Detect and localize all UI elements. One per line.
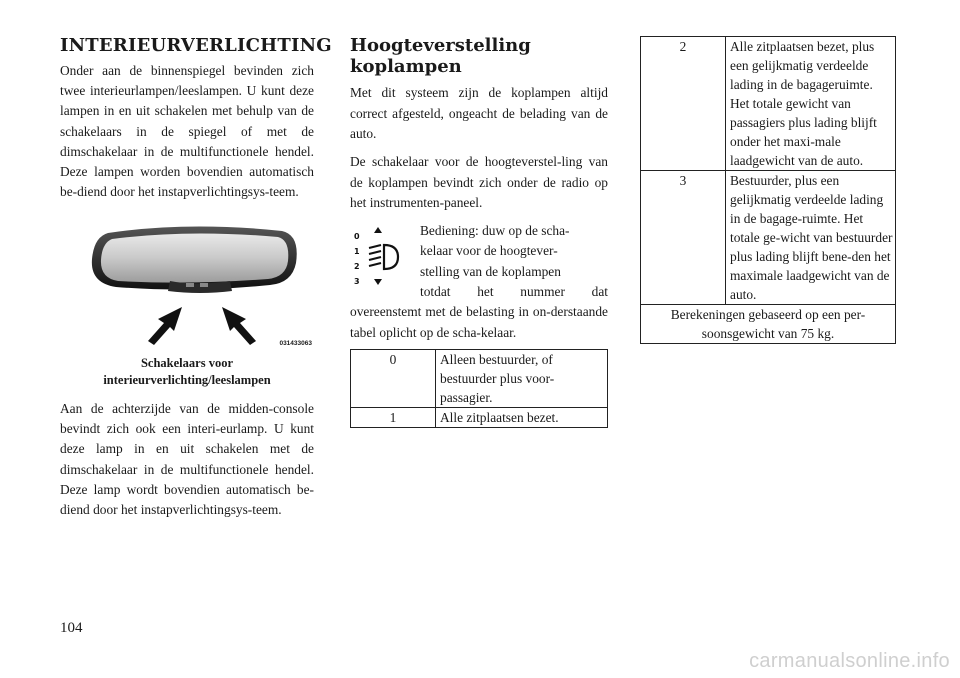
load-table-part2 [640, 36, 896, 344]
paragraph-console-lamp: Aan de achterzijde van de midden-console bevindt zich ook een interi-eurlamp. U kunt deze lamp in en uit schakelen met de dimschakelaar in de multifunctionele hendel. Deze lamp wordt bovendien automatisch be-diend door het instapverlichtingsys-teem. [60, 400, 314, 518]
subsection-heading: Hoogteverstelling koplampen [350, 35, 531, 77]
paragraph-mirror-lamps: Onder aan de binnenspiegel bevinden zich twee interieurlampen/leeslampen. U kunt deze lampen in en uit schakelen met behulp van de schakelaars in de spiegel of met de dimschakelaar in de multifunctionele hendel. Deze lampen worden bovendien automatisch be-diend door het instapverlichtingsys-teem. [60, 62, 314, 200]
right-arrow-icon [222, 307, 256, 345]
icon-digit: 2 [354, 262, 360, 272]
icon-digit: 3 [354, 277, 360, 287]
column-load-table-continued [640, 36, 896, 344]
paragraph-switch-location: De schakelaar voor de hoogteverstel-ling van de koplampen bevindt zich onder de radio op het instrumenten-paneel. [350, 154, 608, 210]
paragraph-system: Met dit systeem zijn de koplampen altijd correct afgesteld, ongeacht de belading van de auto. [350, 85, 608, 141]
column-interior-lighting [60, 35, 332, 529]
table-row: 0 Alleen bestuurder, of bestuurder plus voor-passagier. [351, 349, 608, 407]
watermark: carmanualsonline.info [749, 650, 950, 672]
table-footer-row: Berekeningen gebaseerd op een per-soonsgewicht van 75 kg. [641, 305, 896, 344]
mirror-figure [60, 223, 314, 353]
figure-code: 031433063 [279, 339, 312, 347]
section-heading: INTERIEURVERLICHTING [60, 35, 332, 56]
rearview-mirror-illustration [60, 223, 314, 353]
table-row: 2 Alle zitplaatsen bezet, plus een gelijkmatig verdeelde lading in de bagageruimte. Het totale gewicht van passagiers plus lading blijft onder het maxi-male laadgewicht van de auto. [641, 37, 896, 171]
column-headlamp-leveling [350, 36, 608, 428]
icon-digit: 1 [354, 247, 360, 257]
table-row: 3 Bestuurder, plus een gelijkmatig verdeelde lading in de bagage-ruimte. Het totale ge-wicht van bestuurder plus lading blijft bene-den het maximale laadgewicht van de auto. [641, 171, 896, 305]
left-arrow-icon [148, 307, 182, 345]
load-table-part1 [350, 349, 608, 428]
table-row: 1 Alle zitplaatsen bezet. [351, 407, 608, 427]
icon-digit: 0 [354, 232, 360, 242]
page-number: 104 [60, 620, 83, 636]
headlamp-leveling-icon [354, 223, 402, 291]
operation-paragraph: 0 1 2 3 Bediening: duw op de scha- kelaar voor de hoogtever- stelling van de koplampen totdat het nummer dat overeenstemt met de belasting in on-derstaande tabel oplicht op de scha-kelaar. [350, 223, 608, 340]
figure-caption: Schakelaars voor interieurverlichting/leeslampen [103, 355, 271, 387]
